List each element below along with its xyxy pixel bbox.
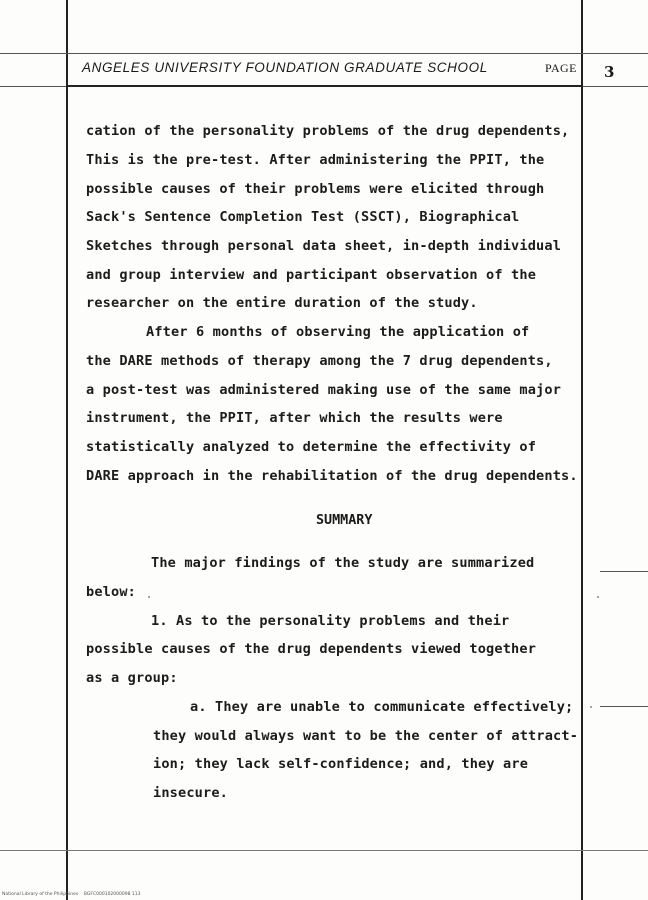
summary-item-1: 1. As to the personality problems and their (151, 613, 510, 629)
body-line-indented: After 6 months of observing the application of (146, 324, 530, 340)
body-line: This is the pre-test. After administering the PPIT, the (86, 152, 545, 168)
body-line: cation of the personality problems of the drug dependents, (86, 123, 570, 139)
body-line: possible causes of their problems were elicited through (86, 181, 545, 197)
right-edge-rule (600, 571, 648, 572)
right-edge-rule-lower (600, 706, 648, 707)
body-line: and group interview and participant observation of the (86, 267, 537, 283)
body-line: statistically analyzed to determine the effectivity of (86, 439, 537, 455)
summary-line: as a group: (86, 670, 178, 686)
top-rule (0, 53, 648, 54)
scan-speck (597, 596, 599, 598)
summary-subitem-a: a. They are unable to communicate effectively; (190, 699, 574, 715)
institution-header: ANGELES UNIVERSITY FOUNDATION GRADUATE SCHOOL (82, 60, 488, 75)
scan-speck (148, 596, 150, 598)
summary-heading: SUMMARY (316, 513, 373, 528)
header-underline-left-rule (0, 86, 66, 87)
summary-line: below: (86, 584, 137, 600)
body-line: a post-test was administered making use of the same major (86, 382, 562, 398)
summary-line-indented: The major findings of the study are summarized (151, 555, 535, 571)
scan-speck (590, 706, 592, 708)
body-line: researcher on the entire duration of the study. (86, 295, 478, 311)
body-line: Sketches through personal data sheet, in-depth individual (86, 238, 562, 254)
header-underline-right-rule (583, 86, 648, 87)
summary-line: possible causes of the drug dependents viewed together (86, 641, 537, 657)
body-line: DARE approach in the rehabilitation of the drug dependents. (86, 468, 578, 484)
body-line: instrument, the PPIT, after which the results were (86, 410, 503, 426)
summary-subitem-line: they would always want to be the center of attract- (153, 728, 579, 744)
body-line: Sack's Sentence Completion Test (SSCT), Biographical (86, 209, 520, 225)
bottom-rule (0, 850, 648, 851)
page-label: PAGE (545, 61, 577, 75)
page-number: 3 (604, 63, 615, 81)
summary-subitem-line: insecure. (153, 785, 229, 801)
right-margin-rule (581, 0, 583, 900)
header-underline-rule (66, 85, 583, 87)
body-line: the DARE methods of therapy among the 7 drug dependents, (86, 353, 553, 369)
summary-subitem-line: ion; they lack self-confidence; and, they are (153, 756, 529, 772)
footer-archive-note: National Library of the Philippines BGFC000102000098 113 (2, 892, 141, 897)
left-margin-rule (66, 0, 68, 900)
